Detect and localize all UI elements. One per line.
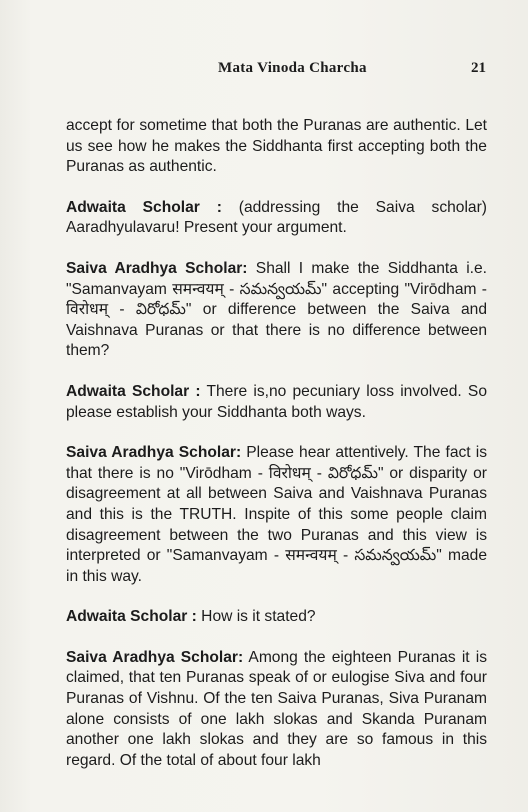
paragraph [66, 116, 487, 178]
paragraph-text: Please hear attentively. The fact is that there is no "Virōdham - विरोधम् - విరోధమ్" or disparity or disagreement at all between Saiva and Vaishnava Puranas and this is the TRUTH. Inspite of this some people claim disagreement between the two Puranas and this view is interpreted or "Samanvayam - समन्वयम् - సమన్వయమ్" made in this way. [66, 444, 487, 585]
speaker-label: Adwaita Scholar : [66, 608, 197, 626]
paragraph [66, 443, 487, 587]
speaker-label: Saiva Aradhya Scholar: [66, 648, 244, 666]
running-head [0, 58, 528, 82]
paragraph-text: accept for sometime that both the Puranas are authentic. Let us see how he makes the Siddhanta first accepting both the Puranas as authentic. [66, 117, 487, 176]
speaker-label: Saiva Aradhya Scholar: [66, 259, 248, 277]
paragraph-text: (addressing the Saiva scholar) Aaradhyulavaru! Present your argument. [66, 198, 487, 237]
paragraph-text: Shall I make the Siddhanta i.e. "Samanvayam समन्वयम् - సమన్వయమ్" accepting "Virōdham - विरोधम् - విరోధమ్" or difference between the Saiva and Vaishnava Puranas or that there is no difference between them? [66, 259, 487, 360]
speaker-label: Saiva Aradhya Scholar: [66, 444, 242, 462]
paragraph [66, 607, 487, 628]
paragraph [66, 198, 487, 239]
body-text [66, 116, 487, 791]
paragraph-text: There is,no pecuniary loss involved. So please establish your Siddhanta both ways. [66, 382, 487, 421]
paragraph-text: How is it stated? [196, 608, 316, 626]
page-number: 21 [471, 60, 486, 76]
paragraph [66, 382, 487, 423]
speaker-label: Adwaita Scholar : [66, 198, 222, 216]
paragraph [66, 259, 487, 362]
paragraph-text: Among the eighteen Puranas it is claimed, that ten Puranas speak of or eulogise Siva and four Puranas of Vishnu. Of the ten Saiva Puranas, Siva Puranam alone consists of one lakh slokas and Skanda Puranam another one lakh slokas and they are so famous in this regard. Of the total of about four lakh [66, 648, 487, 769]
speaker-label: Adwaita Scholar : [66, 382, 201, 400]
paragraph [66, 648, 487, 772]
running-title: Mata Vinoda Charcha [218, 60, 367, 76]
